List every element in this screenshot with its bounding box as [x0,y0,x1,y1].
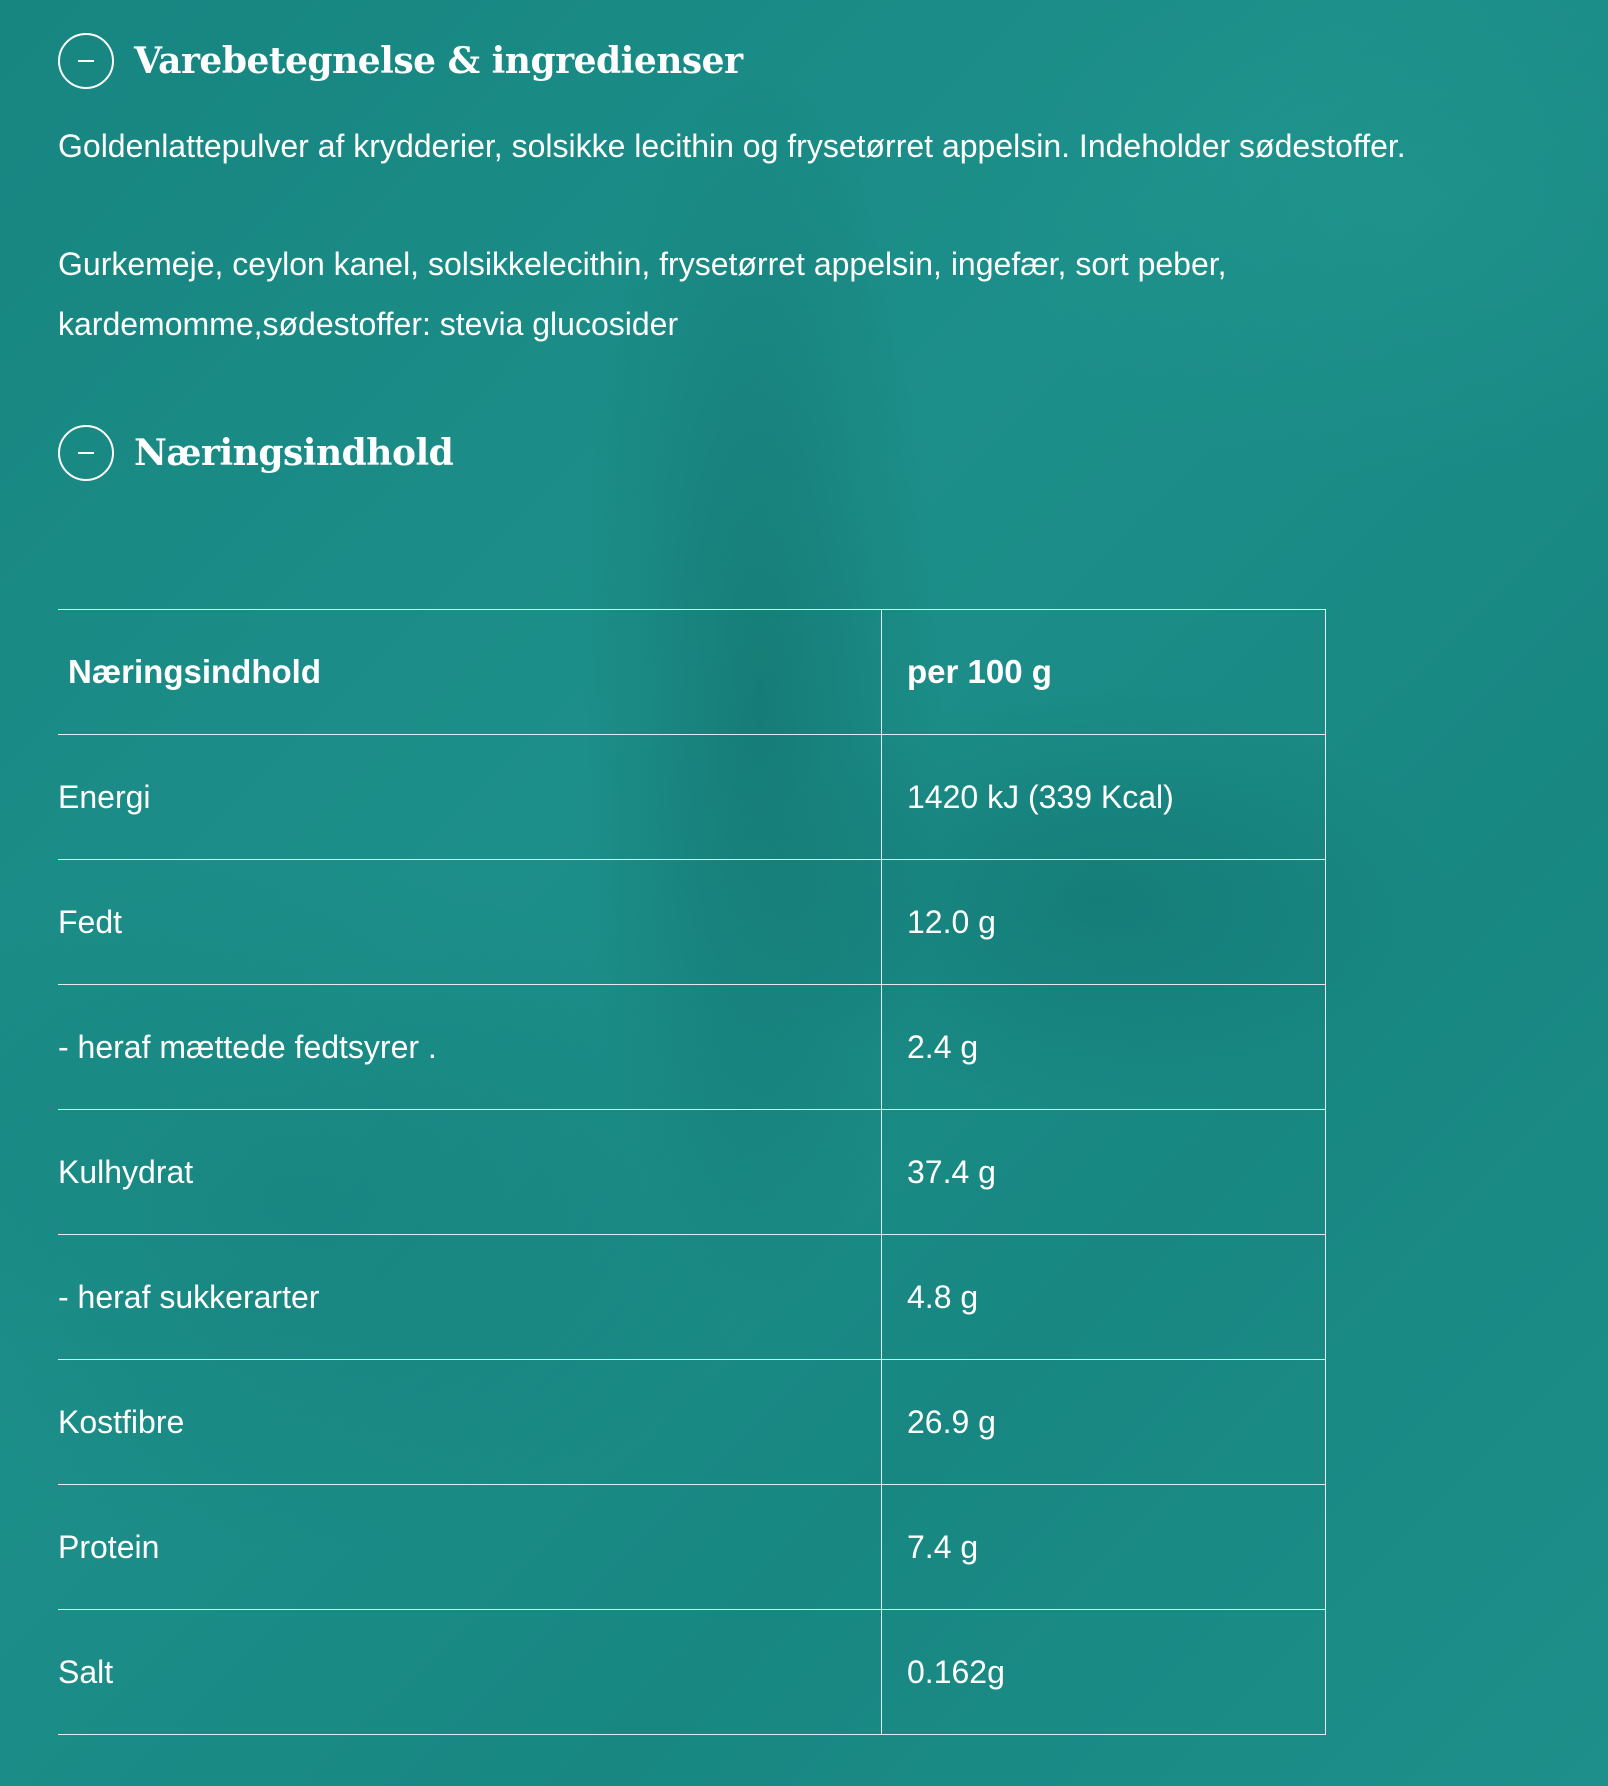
table-row [58,1610,1326,1735]
nutrient-name: Salt [58,1610,882,1735]
nutrient-name: Kulhydrat [58,1110,882,1235]
nutrient-name: Energi [58,735,882,860]
nutrient-value: 26.9 g [882,1360,1326,1485]
nutrition-table [58,609,1326,1735]
ingredients-section-title: Varebetegnelse & ingredienser [134,40,743,82]
nutrient-value: 4.8 g [882,1235,1326,1360]
nutrient-value: 7.4 g [882,1485,1326,1610]
nutrient-value: 0.162g [882,1610,1326,1735]
column-header-per-100g: per 100 g [882,610,1326,735]
nutrient-value: 1420 kJ (339 Kcal) [882,735,1326,860]
product-description: Goldenlattepulver af krydderier, solsikke lecithin og frysetørret appelsin. Indeholder sødestoffer. [58,128,1406,164]
ingredients-line-2: kardemomme,sødestoffer: stevia glucosider [58,306,679,342]
table-row [58,1485,1326,1610]
nutrient-name: - heraf mættede fedtsyrer . [58,985,882,1110]
nutrient-value: 2.4 g [882,985,1326,1110]
table-row [58,1235,1326,1360]
table-row [58,985,1326,1110]
nutrient-name: Protein [58,1485,882,1610]
ingredients-list [58,234,1598,354]
collapse-minus-icon[interactable] [58,425,114,481]
column-header-nutrient: Næringsindhold [58,610,882,735]
nutrient-name: Fedt [58,860,882,985]
ingredients-section-toggle[interactable] [58,33,743,89]
table-row [58,735,1326,860]
ingredients-line-1: Gurkemeje, ceylon kanel, solsikkelecithin, frysetørret appelsin, ingefær, sort peber, [58,246,1227,282]
nutrition-section-title: Næringsindhold [134,432,454,474]
table-row [58,860,1326,985]
nutrient-value: 37.4 g [882,1110,1326,1235]
nutrient-value: 12.0 g [882,860,1326,985]
table-row [58,1110,1326,1235]
table-row [58,1360,1326,1485]
nutrition-section-toggle[interactable] [58,425,453,481]
nutrient-name: Kostfibre [58,1360,882,1485]
nutrient-name: - heraf sukkerarter [58,1235,882,1360]
collapse-minus-icon[interactable] [58,33,114,89]
nutrition-table-header-row [58,610,1326,735]
